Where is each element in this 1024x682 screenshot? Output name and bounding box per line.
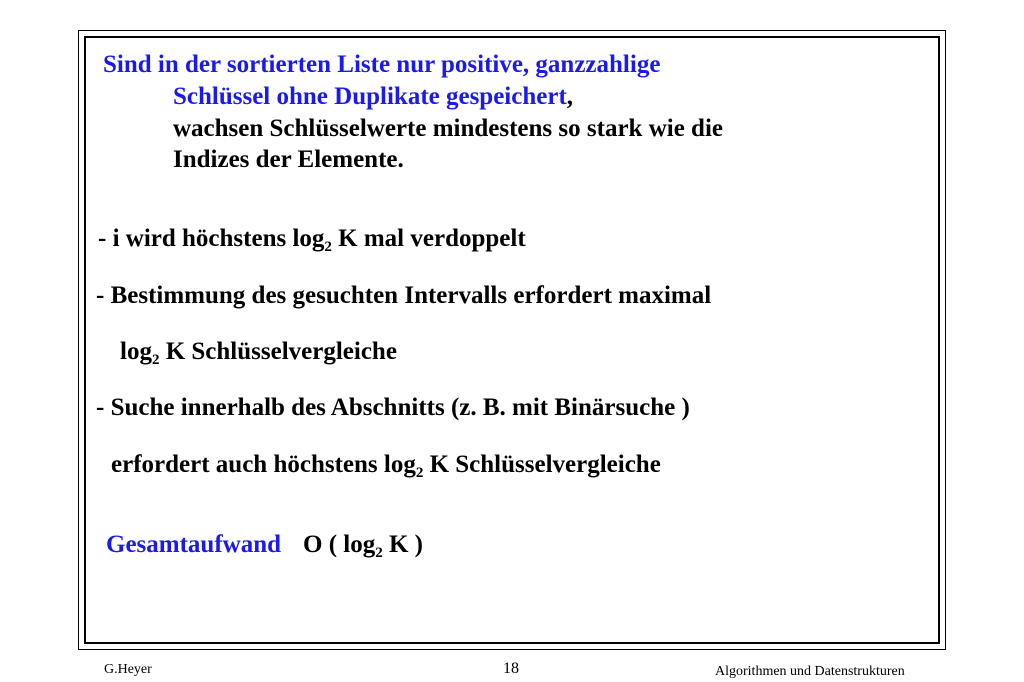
total-cost-post: K ) xyxy=(382,531,424,558)
bullet-doubling xyxy=(98,224,526,254)
intro-line-2-comma: , xyxy=(566,83,574,110)
footer-author: G.Heyer xyxy=(104,662,152,677)
total-cost-pre: O ( log xyxy=(303,531,376,558)
intro-line-2-text: Schlüssel ohne Duplikate gespeichert xyxy=(173,83,567,110)
bullet-interval-cont-post: K Schlüsselvergleiche xyxy=(159,338,397,365)
intro-line-2 xyxy=(173,82,573,112)
intro-line-3: wachsen Schlüsselwerte mindestens so stark wie die xyxy=(173,115,723,142)
bullet-search: - Suche innerhalb des Abschnitts (z. B. mit Binärsuche ) xyxy=(96,394,690,421)
bullet-search-cont-sub: 2 xyxy=(415,465,424,481)
footer-page-number: 18 xyxy=(503,660,519,677)
bullet-doubling-sub: 2 xyxy=(324,239,332,255)
footer-course: Algorithmen und Datenstrukturen xyxy=(715,664,905,679)
total-cost xyxy=(106,530,423,560)
bullet-doubling-pre: - i wird höchstens log xyxy=(98,225,325,252)
bullet-interval-cont-pre: log xyxy=(120,338,152,365)
total-cost-sub: 2 xyxy=(375,545,383,561)
bullet-interval-cont xyxy=(120,337,397,367)
intro-line-1: Sind in der sortierten Liste nur positive, ganzzahlige xyxy=(103,51,661,78)
bullet-search-cont-post: K Schlüsselvergleiche xyxy=(423,451,661,478)
bullet-interval-cont-sub: 2 xyxy=(151,352,160,368)
bullet-doubling-post: K mal verdoppelt xyxy=(331,225,526,252)
bullet-search-cont xyxy=(111,450,661,480)
bullet-search-cont-pre: erfordert auch höchstens log xyxy=(111,451,416,478)
intro-line-4: Indizes der Elemente. xyxy=(173,146,404,173)
total-cost-label: Gesamtaufwand xyxy=(106,531,282,558)
bullet-interval: - Bestimmung des gesuchten Intervalls erfordert maximal xyxy=(96,282,712,309)
